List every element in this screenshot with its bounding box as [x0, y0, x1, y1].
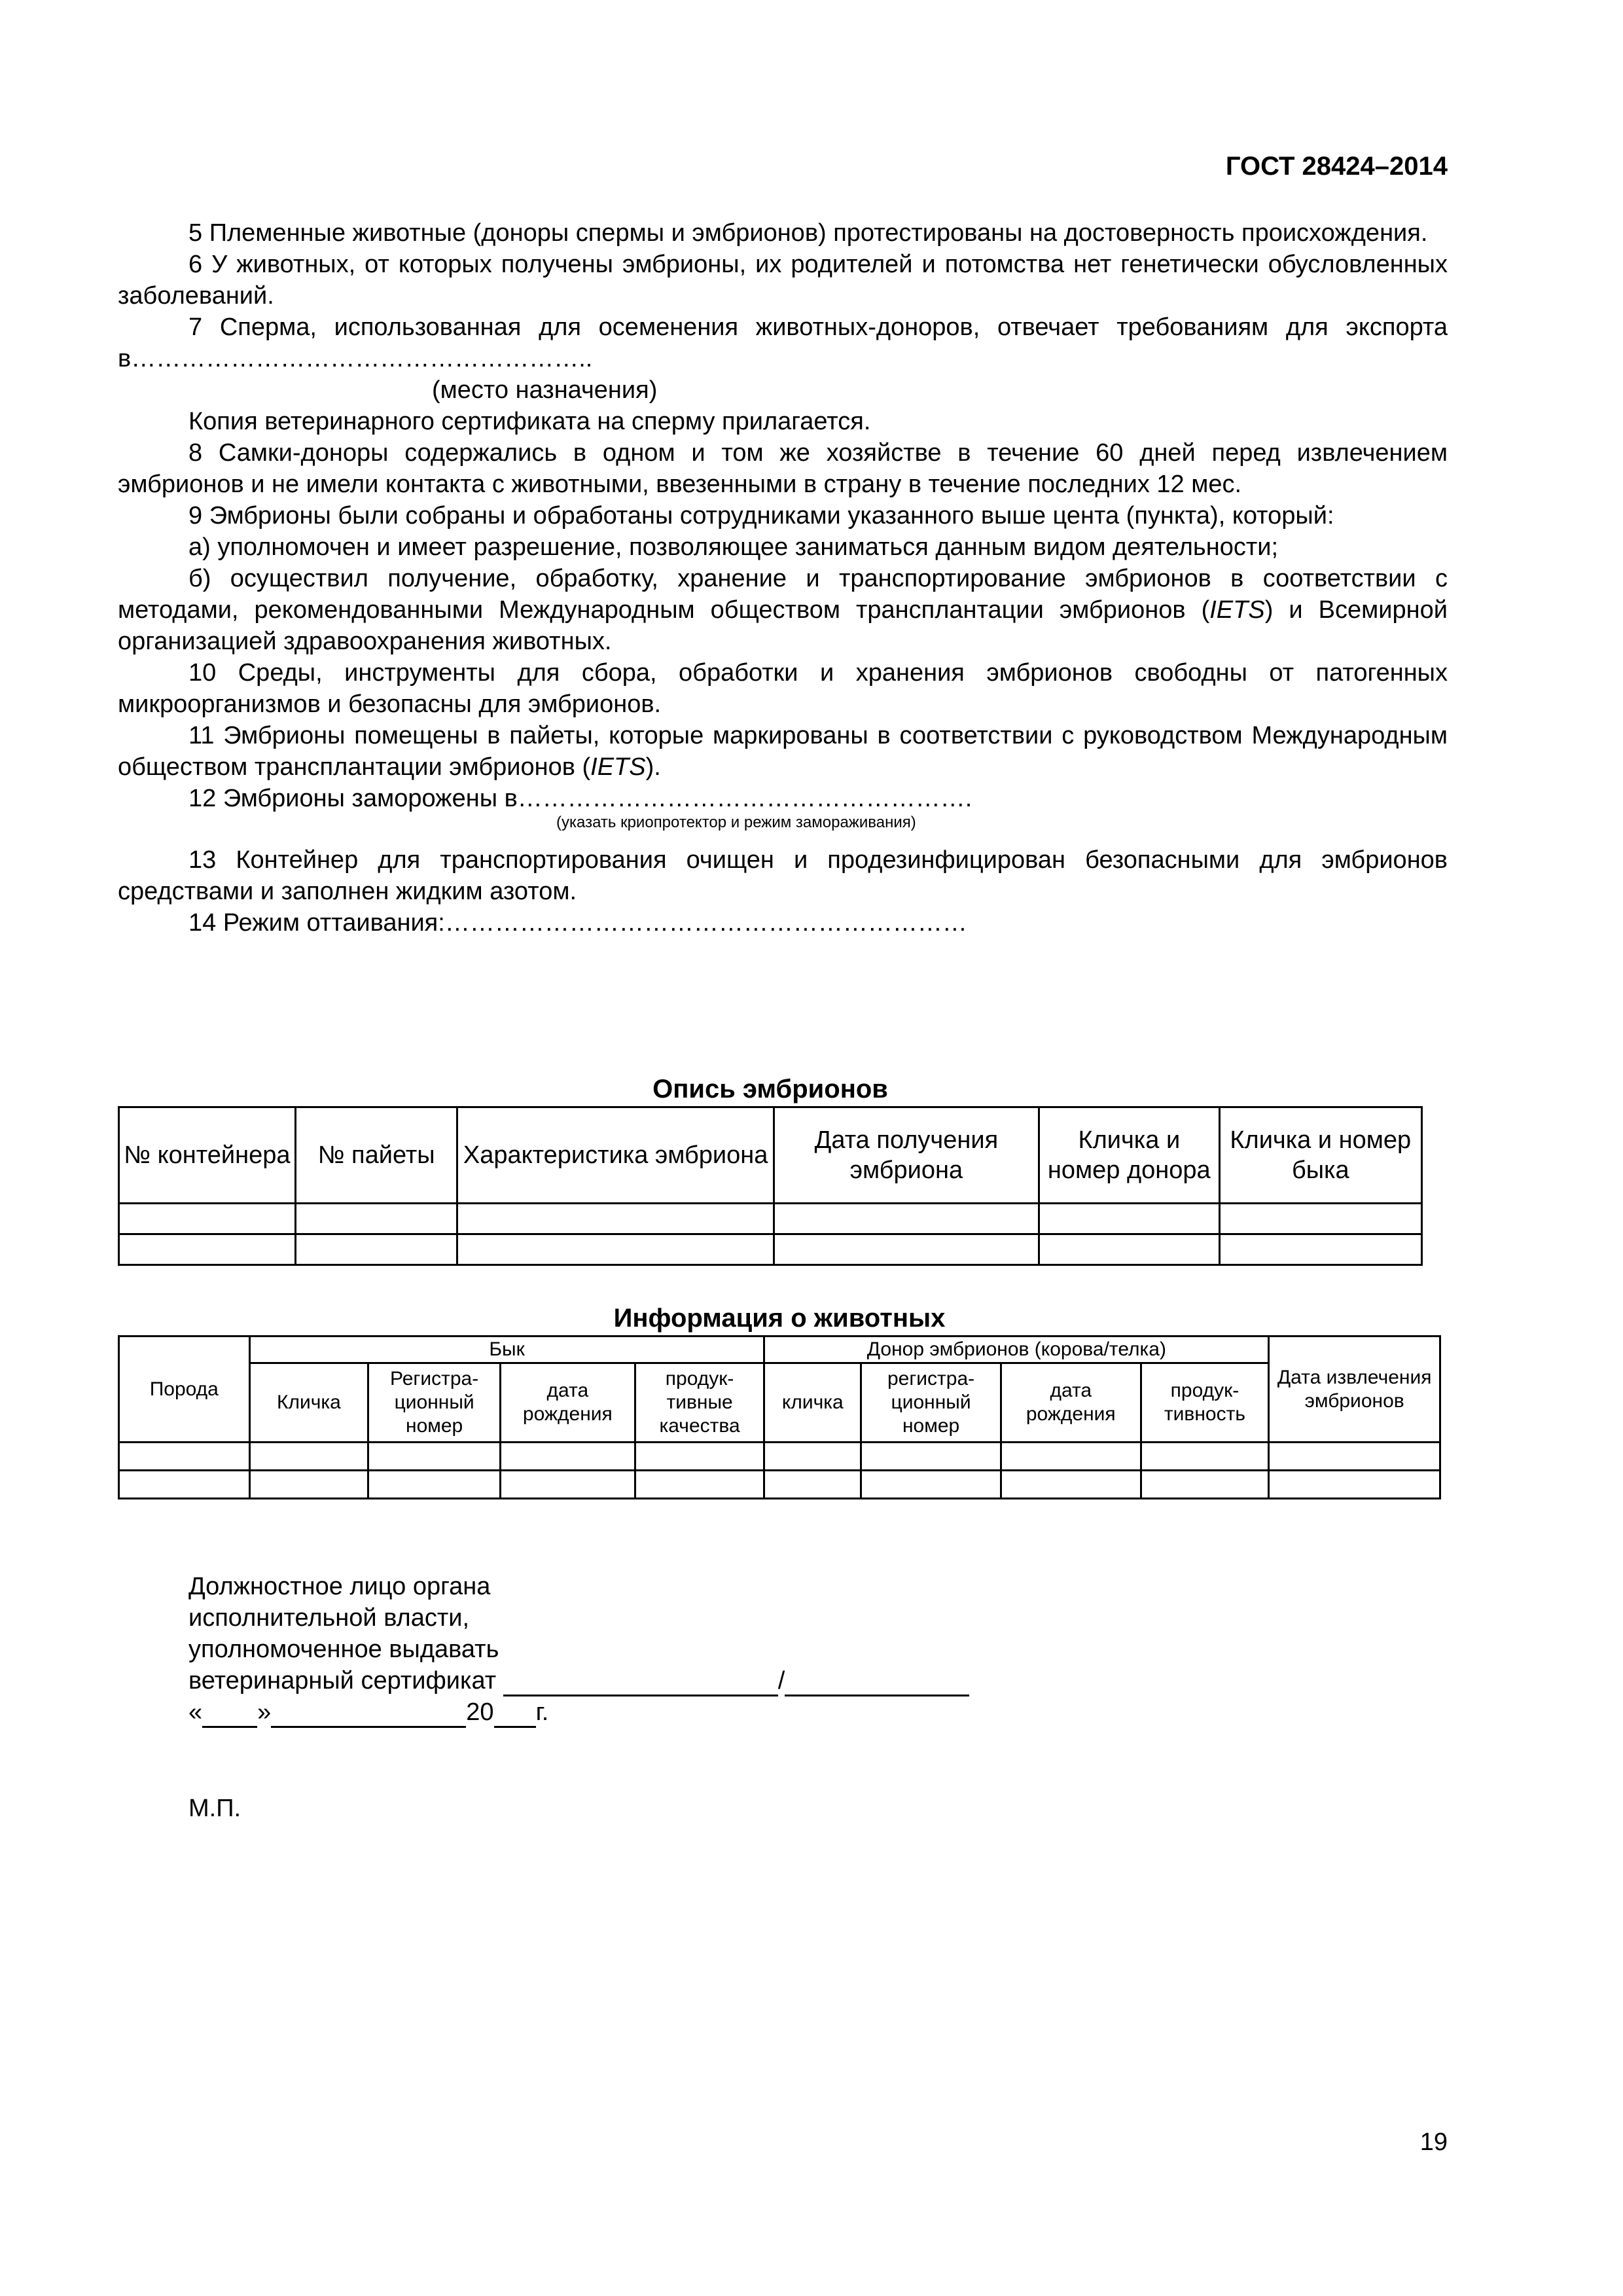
iets-abbrev: IETS — [1209, 596, 1265, 624]
table-cell[interactable] — [249, 1471, 368, 1499]
table-cell[interactable] — [368, 1443, 501, 1471]
official-line-2: исполнительной власти, — [188, 1604, 470, 1632]
item-7: 7 Сперма, использованная для осеменения животных-доноров, отвечает требованиям для экспорта в……………………………………………….. — [118, 314, 1448, 372]
col-embryo-characteristics: Характеристика эмбриона — [457, 1107, 774, 1204]
embryo-inventory-title: Опись эмбрионов — [652, 1075, 888, 1103]
table-row — [119, 1204, 1422, 1234]
item-9a: а) уполномочен и имеет разрешение, позволяющее заниматься данным видом деятельности; — [188, 533, 1279, 561]
table-cell[interactable] — [861, 1443, 1001, 1471]
item-13: 13 Контейнер для транспортирования очищен и продезинфицирован безопасными для эмбрионов средствами и заполнен жидким азотом. — [118, 846, 1448, 905]
destination-note: (место назначения) — [432, 376, 658, 404]
official-line-3: уполномоченное выдавать — [188, 1636, 499, 1663]
table-cell[interactable] — [119, 1234, 296, 1265]
item-9b-text-end: ) и Всемирной организацией здравоохранения животных. — [118, 596, 1448, 655]
page-number: 19 — [1419, 2128, 1448, 2156]
col-bull-productivity: продук-тивные качества — [635, 1363, 764, 1443]
table-cell[interactable] — [774, 1204, 1039, 1234]
table-cell[interactable] — [368, 1471, 501, 1499]
table-cell[interactable] — [635, 1443, 764, 1471]
col-bull-reg-number: Регистра-ционный номер — [368, 1363, 501, 1443]
col-bull-name: Кличка и номер быка — [1219, 1107, 1421, 1204]
col-donor-reg-number: регистра-ционный номер — [861, 1363, 1001, 1443]
name-field[interactable] — [785, 1670, 969, 1696]
item-9: 9 Эмбрионы были собраны и обработаны сотрудниками указанного выше цента (пункта), который: — [188, 502, 1334, 529]
col-donor-birth-date: дата рождения — [1001, 1363, 1141, 1443]
item-9b-text: б) осуществил получение, обработку, хранение и транспортирование эмбрионов в соответствии с методами, рекомендованными Международным обществом трансплантации эмбрионов ( — [118, 565, 1448, 624]
item-8: 8 Самки-доноры содержались в одном и том же хозяйстве в течение 60 дней перед извлечением эмбрионов и не имели контакта с животными, ввезенными в страну в течение последних 12 мес. — [118, 439, 1448, 498]
table-cell[interactable] — [1039, 1204, 1220, 1234]
col-extraction-date: Дата извлечения эмбрионов — [1269, 1336, 1440, 1443]
table-cell[interactable] — [1001, 1471, 1141, 1499]
item-12: 12 Эмбрионы заморожены в………………………………………………. — [188, 785, 972, 812]
document-id: ГОСТ 28424–2014 — [1225, 152, 1448, 181]
iets-abbrev: IETS — [590, 753, 646, 781]
table-cell[interactable] — [1219, 1204, 1421, 1234]
table-cell[interactable] — [774, 1234, 1039, 1265]
table-cell[interactable] — [457, 1204, 774, 1234]
table-cell[interactable] — [764, 1471, 861, 1499]
table-cell[interactable] — [295, 1234, 457, 1265]
table-cell[interactable] — [1141, 1443, 1269, 1471]
slash: / — [777, 1667, 785, 1695]
col-donor-name: кличка — [764, 1363, 861, 1443]
animal-info-title: Информация о животных — [613, 1304, 946, 1333]
table-cell[interactable] — [1269, 1443, 1440, 1471]
day-field[interactable] — [202, 1701, 257, 1728]
item-9b — [118, 563, 1448, 657]
table-cell[interactable] — [119, 1443, 250, 1471]
col-bull-birth-date: дата рождения — [501, 1363, 635, 1443]
table-cell[interactable] — [249, 1443, 368, 1471]
table-cell[interactable] — [119, 1471, 250, 1499]
col-breed: Порода — [119, 1336, 250, 1443]
table-cell[interactable] — [295, 1204, 457, 1234]
signature-field[interactable] — [503, 1670, 778, 1696]
official-title: ветеринарный сертификат — [188, 1667, 497, 1695]
item-10: 10 Среды, инструменты для сбора, обработки и хранения эмбрионов свободны от патогенных микроорганизмов и безопасны для эмбрионов. — [118, 659, 1448, 718]
year-suffix: г. — [535, 1698, 549, 1726]
col-container-number: № контейнера — [119, 1107, 296, 1204]
table-row — [119, 1443, 1440, 1471]
table-cell[interactable] — [1001, 1443, 1141, 1471]
year-prefix: 20 — [466, 1698, 494, 1726]
signature-block — [188, 1571, 969, 1728]
item-11-text: 11 Эмбрионы помещены в пайеты, которые маркированы в соответствии с руководством Международным обществом трансплантации эмбрионов ( — [118, 722, 1448, 781]
group-bull: Бык — [249, 1336, 764, 1363]
table-cell[interactable] — [1269, 1471, 1440, 1499]
date-line — [188, 1696, 969, 1728]
col-collection-date: Дата получения эмбриона — [774, 1107, 1039, 1204]
freezing-note: (указать криопротектор и режим замораживания) — [556, 814, 916, 831]
table-cell[interactable] — [501, 1443, 635, 1471]
quote-open: « — [188, 1698, 203, 1726]
official-line-1: Должностное лицо органа — [188, 1573, 491, 1600]
group-donor: Донор эмбрионов (корова/телка) — [764, 1336, 1269, 1363]
col-straw-number: № пайеты — [295, 1107, 457, 1204]
official-line-4 — [188, 1665, 969, 1696]
table-cell[interactable] — [457, 1234, 774, 1265]
quote-close: » — [257, 1698, 272, 1726]
item-5: 5 Племенные животные (доноры спермы и эмбрионов) протестированы на достоверность происхождения. — [188, 219, 1428, 247]
table-row — [119, 1234, 1422, 1265]
embryo-inventory-table — [118, 1106, 1423, 1266]
year-field[interactable] — [494, 1701, 536, 1728]
table-cell[interactable] — [119, 1204, 296, 1234]
animal-info-table — [118, 1335, 1441, 1499]
table-cell[interactable] — [1039, 1234, 1220, 1265]
table-cell[interactable] — [861, 1471, 1001, 1499]
table-row — [119, 1471, 1440, 1499]
month-field[interactable] — [271, 1701, 466, 1728]
certificate-body — [118, 217, 1448, 939]
col-bull-name: Кличка — [249, 1363, 368, 1443]
table-cell[interactable] — [635, 1471, 764, 1499]
item-14: 14 Режим оттаивания:……………………………………………………… — [188, 909, 967, 937]
item-6: 6 У животных, от которых получены эмбрионы, их родителей и потомства нет генетически обусловленных заболеваний. — [118, 251, 1448, 310]
item-11 — [118, 720, 1448, 783]
table-cell[interactable] — [1141, 1471, 1269, 1499]
table-cell[interactable] — [1219, 1234, 1421, 1265]
col-donor-productivity: продук-тивность — [1141, 1363, 1269, 1443]
semen-certificate-copy: Копия ветеринарного сертификата на сперму прилагается. — [188, 408, 871, 435]
table-cell[interactable] — [501, 1471, 635, 1499]
item-11-text-end: ). — [645, 753, 661, 781]
col-donor-name: Кличка и номер донора — [1039, 1107, 1220, 1204]
stamp-place: М.П. — [188, 1795, 241, 1822]
table-cell[interactable] — [764, 1443, 861, 1471]
